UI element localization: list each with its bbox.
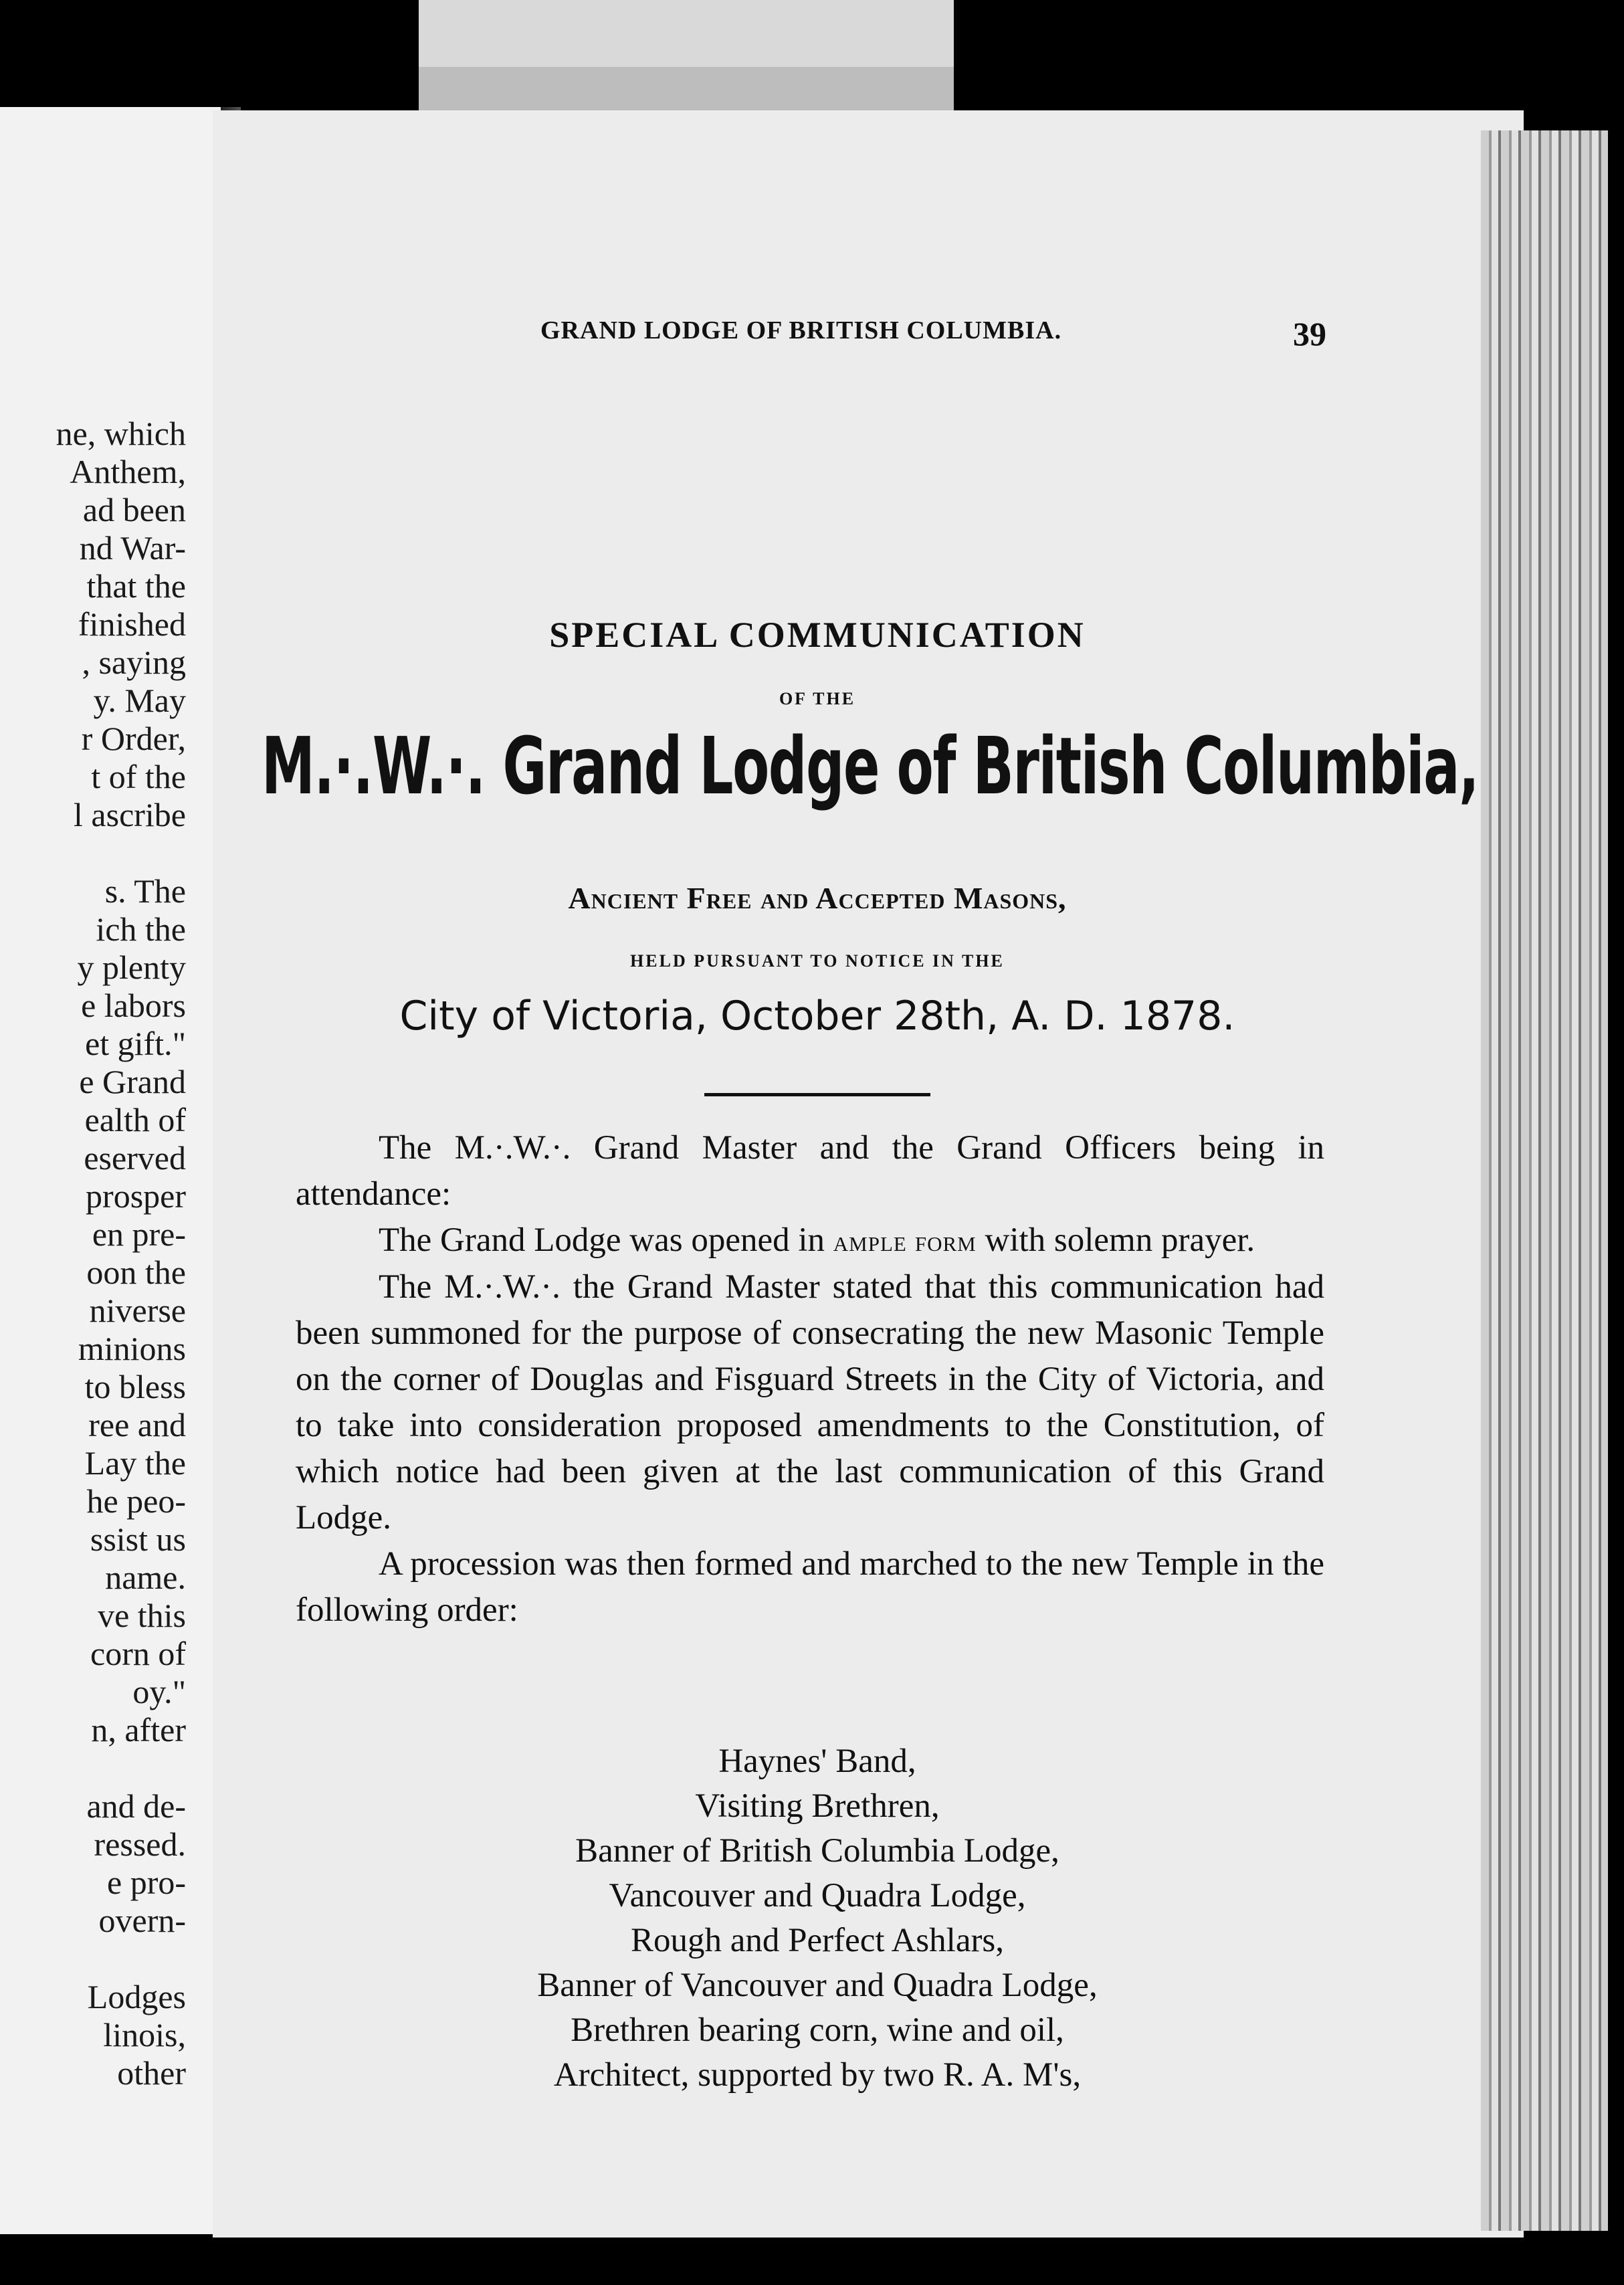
procession-order-list <box>0 1739 1624 2098</box>
left-page-line: that the <box>86 567 186 605</box>
left-page-line: linois, <box>103 2016 186 2054</box>
procession-item: Banner of Vancouver and Quadra Lodge, <box>537 1967 1098 2004</box>
paragraph-opened <box>296 1217 1324 1264</box>
ample-form-emphasis: ample form <box>833 1225 977 1258</box>
paragraph-purpose: The M.·.W.·. the Grand Master stated that this communication had been summoned for the purpose of consecrating the new Masonic Temple on the corner of Douglas and Fisguard Streets in the City of Victoria, and to take into consideration proposed amendments to the Constitution, of which notice had been given at the last communication of this Grand Lodge. <box>296 1268 1324 1536</box>
left-page-line: nd War- <box>79 529 186 567</box>
left-page-line: minions <box>78 1330 186 1367</box>
procession-item: Vancouver and Quadra Lodge, <box>609 1877 1026 1914</box>
left-page-line: Lay the <box>84 1444 186 1482</box>
paragraph-procession-intro: A procession was then formed and marched to the new Temple in the following order: <box>296 1545 1324 1629</box>
left-page-line: oon the <box>86 1254 186 1291</box>
heading-of-the: OF THE <box>779 689 856 708</box>
left-page-line: corn of <box>90 1635 186 1672</box>
procession-item: Visiting Brethren, <box>695 1787 940 1825</box>
left-page-line: ssist us <box>90 1520 186 1558</box>
body-text <box>296 1125 1324 1633</box>
left-page-line: , saying <box>82 643 186 681</box>
left-page-line: e pro- <box>107 1864 186 1901</box>
left-page-line: y. May <box>93 682 186 719</box>
left-page-line: prosper <box>86 1177 186 1215</box>
left-page-line: ealth of <box>84 1101 186 1138</box>
procession-item: Haynes' Band, <box>718 1743 916 1780</box>
left-page-line: n, after <box>91 1711 186 1749</box>
left-page-gap <box>0 834 186 872</box>
left-page-line: Lodges <box>87 1978 186 2015</box>
left-page-line: he peo- <box>86 1482 186 1520</box>
left-page-line: l ascribe <box>74 796 186 833</box>
procession-item: Banner of British Columbia Lodge, <box>575 1832 1059 1870</box>
left-page-line: ad been <box>82 491 186 528</box>
heading-grand-lodge-title: M.·.W.·. Grand Lodge of British Columbia, <box>262 720 1479 812</box>
left-page-line: s. The <box>104 872 186 910</box>
left-page-line: et gift." <box>85 1025 186 1062</box>
left-page-line: ree and <box>88 1406 186 1444</box>
left-page-line: other <box>117 2054 186 2092</box>
heading-ancient-free-masons: Ancient Free and Accepted Masons, <box>568 881 1067 915</box>
left-page-line: ich the <box>96 910 186 948</box>
left-page-line: r Order, <box>81 720 186 757</box>
left-page-line: en pre- <box>92 1215 186 1253</box>
procession-item: Brethren bearing corn, wine and oil, <box>571 2011 1064 2049</box>
left-page-line: name. <box>105 1559 186 1596</box>
paragraph-opened-start: The Grand Lodge was opened in <box>379 1221 833 1259</box>
left-page-line: oy." <box>132 1673 186 1710</box>
left-page-line: t of the <box>91 758 186 795</box>
page-number: 39 <box>1293 315 1326 353</box>
left-page-line: to bless <box>84 1368 186 1405</box>
left-page-line: ressed. <box>94 1825 186 1863</box>
left-page-line: Anthem, <box>70 453 186 490</box>
heading-special-communication: SPECIAL COMMUNICATION <box>549 615 1086 655</box>
heading-city-date: City of Victoria, October 28th, A. D. 1878. <box>399 993 1235 1039</box>
left-page-line: y plenty <box>77 949 186 986</box>
left-page-line: eserved <box>84 1139 186 1177</box>
procession-item: Rough and Perfect Ashlars, <box>630 1922 1005 1959</box>
section-divider-rule <box>704 1093 930 1096</box>
left-page-line: e Grand <box>79 1063 186 1100</box>
left-page-line: and de- <box>86 1787 186 1825</box>
left-page-line: niverse <box>89 1292 186 1329</box>
heading-held-pursuant: HELD PURSUANT TO NOTICE IN THE <box>630 951 1005 971</box>
left-page-line: ve this <box>98 1597 186 1634</box>
procession-item: Architect, supported by two R. A. M's, <box>553 2056 1082 2094</box>
paragraph-opened-end: with solemn prayer. <box>976 1221 1255 1259</box>
running-head: GRAND LODGE OF BRITISH COLUMBIA. <box>540 316 1062 344</box>
paragraph-attendance: The M.·.W.·. Grand Master and the Grand Officers being in attendance: <box>296 1129 1324 1213</box>
left-page-line: e labors <box>81 987 186 1024</box>
left-page-line: overn- <box>98 1902 186 1939</box>
left-page-line: finished <box>78 605 186 643</box>
left-page-line: ne, which <box>56 415 186 452</box>
